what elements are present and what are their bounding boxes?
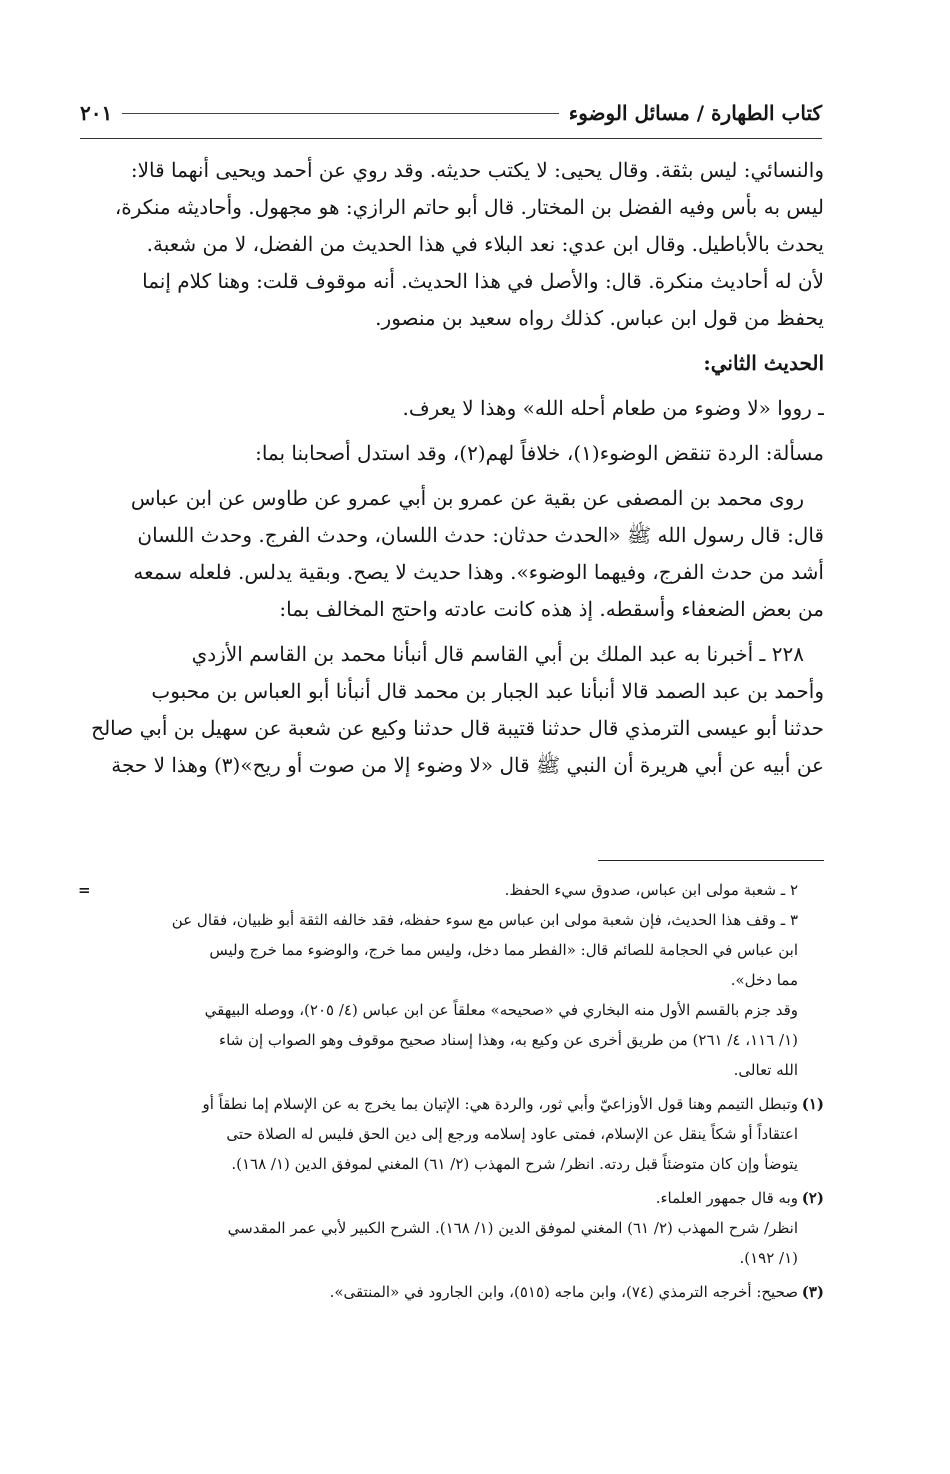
page-header [80, 88, 822, 139]
text-line: يحدث بالأباطيل. وقال ابن عدي: نعد البلاء في هذا الحديث من الفضل، لا من شعبة. [146, 232, 824, 256]
text-line: أشد من حدث الفرج، وفيهما الوضوء». وهذا حديث لا يصح. وبقية يدلس. فلعله سمعه [133, 560, 824, 584]
section-heading: الحديث الثاني: [703, 351, 824, 375]
text-line: عن أبيه عن أبي هريرة أن النبي ﷺ قال «لا وضوء إلا من صوت أو ريح»(٣) وهذا لا حجة [111, 753, 824, 777]
footnote-line: وبه قال جمهور العلماء. [655, 1189, 798, 1207]
footnote-line: ابن عباس في الحجامة للصائم قال: «الفطر مما دخل، وليس مما خرج، والوضوء مما خرج وليس [209, 941, 798, 959]
footnote-line: (١/ ١١٦، ٤/ ٢٦١) من طريق أخرى عن وكيع به، وهذا إسناد صحيح موقوف وهو الصواب إن شاء [219, 1031, 798, 1049]
issue-line: مسألة: الردة تنقض الوضوء(١)، خلافاً لهم(٢)، وقد استدل أصحابنا بما: [255, 441, 824, 465]
footnotes [78, 875, 824, 1311]
footnote-number: (٣) [801, 1283, 824, 1301]
text-line: من بعض الضعفاء وأسقطه. إذ هذه كانت عادته واحتج المخالف بما: [279, 597, 824, 621]
footnote-1 [78, 1089, 824, 1179]
footnote-number: (١) [801, 1095, 824, 1113]
text-line: لأن له أحاديث منكرة. قال: والأصل في هذا الحديث. أنه موقوف قلت: وهنا كلام إنما [142, 269, 824, 293]
header-rule [122, 113, 559, 114]
text-line: وأحمد بن عبد الصمد قالا أنبأنا عبد الجبار بن محمد قال أنبأنا أبو العباس بن محبوب [151, 679, 824, 703]
footnote-line: يتوضأ وإن كان متوضئاً قبل ردته. انظر/ شرح المهذب (٢/ ٦١) المغني لموفق الدين (١/ ١٦٨). [231, 1155, 798, 1173]
text-line: يحفظ من قول ابن عباس. كذلك رواه سعيد بن منصور. [375, 306, 824, 330]
page-number: ٢٠١ [80, 101, 113, 125]
footnote-line: اعتقاداً أو شكاً ينقل عن الإسلام، فمتى عاود إسلامه ورجع إلى دين الحق فليس له الصلاة حتى [226, 1125, 798, 1143]
text-line: حدثنا أبو عيسى الترمذي قال حدثنا قتيبة قال حدثنا وكيع عن شعبة عن سهيل بن أبي صالح [91, 716, 824, 740]
text-line: والنسائي: ليس بثقة. وقال يحيى: لا يكتب حديثه. وقد روي عن أحمد ويحيى أنهما قالا: [130, 158, 824, 182]
continuation-mark: = [78, 881, 91, 899]
footnote-line: الله تعالى. [733, 1061, 798, 1079]
footnote-line: ٣ ـ وقف هذا الحديث، فإن شعبة مولى ابن عباس مع سوء حفظه، فقد خالفه الثقة أبو ظبيان، فقال عن [171, 911, 798, 929]
footnote-line: صحيح: أخرجه الترمذي (٧٤)، وابن ماجه (٥١٥)، وابن الجارود في «المنتقى». [329, 1283, 798, 1301]
footnote-divider [598, 860, 824, 861]
footnote-line: وقد جزم بالقسم الأول منه البخاري في «صحيحه» معلقاً عن ابن عباس (٤/ ٢٠٥)، ووصله البيهقي [204, 1001, 798, 1019]
footnote-3 [78, 1277, 824, 1307]
footnote-number: (٢) [801, 1189, 824, 1207]
hadith-line: ٢٢٨ ـ أخبرنا به عبد الملك بن أبي القاسم قال أنبأنا محمد بن القاسم الأزدي [191, 642, 804, 666]
main-text [78, 152, 824, 784]
footnote-line: وتبطل التيمم وهنا قول الأوزاعيّ وأبي ثور، والردة هي: الإتيان بما يخرج به عن الإسلام إما نطقاً أو [202, 1095, 798, 1113]
text-line: روى محمد بن المصفى عن بقية عن عمرو بن أبي عمرو عن طاوس عن ابن عباس [130, 486, 804, 510]
text-line: قال: قال رسول الله ﷺ «الحدث حدثان: حدث اللسان، وحدث الفرج. وحدث اللسان [137, 523, 824, 547]
footnote-line: ٢ ـ شعبة مولى ابن عباس، صدوق سيء الحفظ. [504, 881, 798, 899]
footnote-2 [78, 1183, 824, 1273]
footnote-line: مما دخل». [730, 971, 798, 989]
running-title: كتاب الطهارة / مسائل الوضوء [568, 101, 822, 125]
text-line: ليس به بأس وفيه الفضل بن المختار. قال أبو حاتم الرازي: هو مجهول. وأحاديثه منكرة، [114, 195, 824, 219]
footnote-line: انظر/ شرح المهذب (٢/ ٦١) المغني لموفق الدين (١/ ١٦٨). الشرح الكبير لأبي عمر المقدسي [227, 1219, 798, 1237]
footnote-line: (١/ ١٩٢). [739, 1249, 798, 1267]
footnote-continuation [78, 875, 824, 1085]
text-line: ـ رووا «لا وضوء من طعام أحله الله» وهذا لا يعرف. [402, 396, 824, 420]
